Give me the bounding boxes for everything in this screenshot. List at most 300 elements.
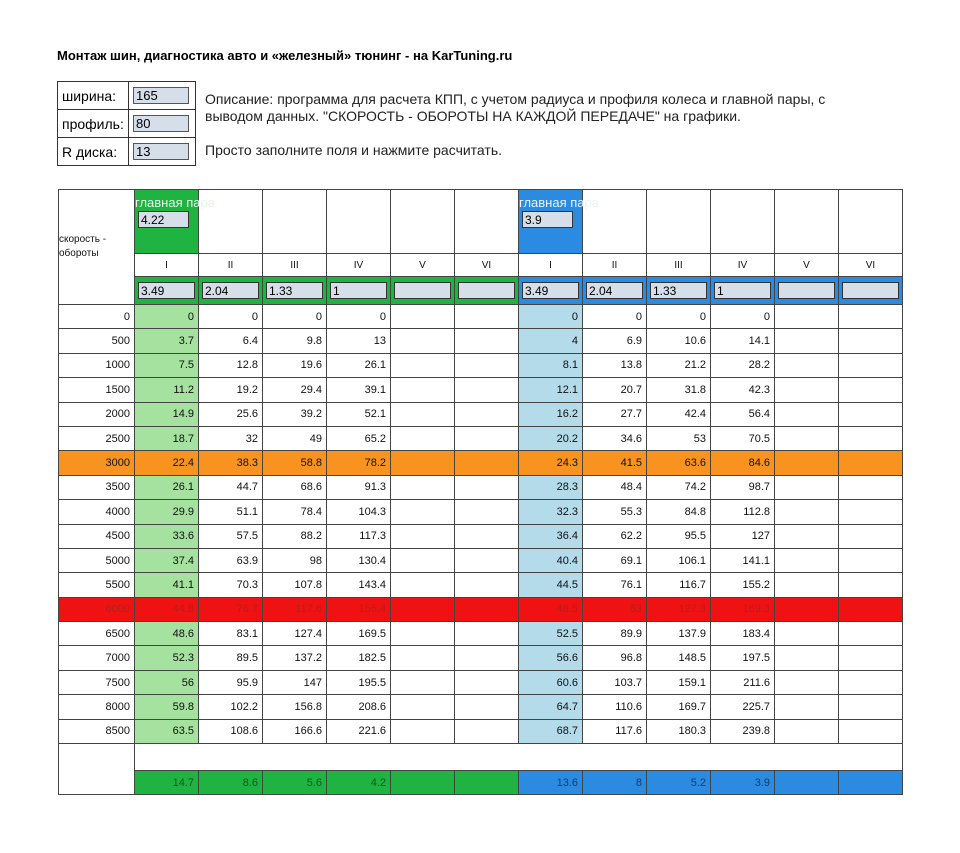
speed-cell-b: 225.7 <box>711 695 775 719</box>
speed-cell-b <box>775 378 839 402</box>
speed-cell-a: 166.6 <box>263 719 327 743</box>
speed-cell-b: 63.6 <box>647 451 711 475</box>
speed-cell-a: 208.6 <box>327 695 391 719</box>
speed-cell-a <box>455 500 519 524</box>
speed-cell-b <box>839 670 903 694</box>
speed-cell-b: 16.2 <box>519 402 583 426</box>
summary-cell-a: 8.6 <box>199 771 263 795</box>
gear-header-b-1: I <box>519 254 583 277</box>
speed-cell-b: 6.9 <box>583 329 647 353</box>
speed-cell-a: 57.5 <box>199 524 263 548</box>
speed-cell-a: 59.8 <box>135 695 199 719</box>
speed-cell-a <box>391 719 455 743</box>
speed-cell-b <box>839 500 903 524</box>
speed-cell-a <box>455 548 519 572</box>
speed-cell-a: 49 <box>263 426 327 450</box>
table-row <box>59 646 903 670</box>
speed-cell-b: 42.3 <box>711 378 775 402</box>
speed-cell-a: 63.9 <box>199 548 263 572</box>
ratio-input-b-6[interactable] <box>842 282 899 299</box>
speed-cell-a <box>391 622 455 646</box>
speed-cell-b: 117.6 <box>583 719 647 743</box>
speed-cell-b: 55.3 <box>583 500 647 524</box>
speed-cell-b: 0 <box>711 305 775 329</box>
profile-input[interactable] <box>133 115 189 132</box>
speed-cell-b: 56.6 <box>519 646 583 670</box>
speed-cell-b: 28.2 <box>711 353 775 377</box>
table-row <box>59 353 903 377</box>
speed-cell-a: 44.8 <box>135 597 199 621</box>
final-drive-a-input[interactable] <box>138 211 189 228</box>
speed-cell-b <box>775 353 839 377</box>
table-row <box>59 524 903 548</box>
speed-cell-b: 155.2 <box>711 573 775 597</box>
speed-cell-a: 26.1 <box>327 353 391 377</box>
speed-cell-b: 89.9 <box>583 622 647 646</box>
speed-cell-b <box>839 548 903 572</box>
speed-cell-b <box>775 719 839 743</box>
summary-cell-a: 14.7 <box>135 771 199 795</box>
speed-cell-b: 21.2 <box>647 353 711 377</box>
speed-cell-a <box>455 719 519 743</box>
speed-cell-a: 89.5 <box>199 646 263 670</box>
rpm-cell: 2000 <box>59 402 135 426</box>
speed-cell-b: 20.7 <box>583 378 647 402</box>
speed-cell-b: 0 <box>647 305 711 329</box>
speed-cell-a: 6.4 <box>199 329 263 353</box>
speed-cell-b: 8.1 <box>519 353 583 377</box>
speed-cell-b: 0 <box>583 305 647 329</box>
summary-row <box>59 771 903 795</box>
ratio-input-a-3[interactable] <box>266 282 323 299</box>
speed-cell-b: 56.4 <box>711 402 775 426</box>
speed-cell-a: 56 <box>135 670 199 694</box>
table-row <box>59 451 903 475</box>
speed-cell-b: 103.7 <box>583 670 647 694</box>
speed-cell-a: 12.8 <box>199 353 263 377</box>
speed-cell-a <box>455 329 519 353</box>
speed-cell-b: 28.3 <box>519 475 583 499</box>
gear-header-a-1: I <box>135 254 199 277</box>
ratio-input-a-2[interactable] <box>202 282 259 299</box>
speed-cell-b: 112.8 <box>711 500 775 524</box>
final-drive-a-label: главная пара <box>135 195 215 210</box>
speed-cell-a: 117.3 <box>327 524 391 548</box>
speed-cell-b <box>839 451 903 475</box>
speed-cell-b: 36.4 <box>519 524 583 548</box>
speed-cell-b: 62.2 <box>583 524 647 548</box>
speed-cell-b: 84.8 <box>647 500 711 524</box>
table-row <box>59 402 903 426</box>
speed-cell-a: 52.1 <box>327 402 391 426</box>
speed-cell-b <box>839 329 903 353</box>
speed-cell-a: 195.5 <box>327 670 391 694</box>
table-row <box>59 719 903 743</box>
table-row <box>59 500 903 524</box>
gear-header-row <box>59 254 903 277</box>
speed-cell-a: 51.1 <box>199 500 263 524</box>
summary-cell-a: 4.2 <box>327 771 391 795</box>
speed-cell-a: 0 <box>199 305 263 329</box>
speed-cell-b: 12.1 <box>519 378 583 402</box>
speed-cell-a <box>391 402 455 426</box>
speed-cell-b: 116.7 <box>647 573 711 597</box>
speed-cell-a <box>391 573 455 597</box>
speed-cell-a: 182.5 <box>327 646 391 670</box>
summary-cell-b: 8 <box>583 771 647 795</box>
speed-cell-a: 19.6 <box>263 353 327 377</box>
speed-cell-b: 48.5 <box>519 597 583 621</box>
speed-cell-a: 18.7 <box>135 426 199 450</box>
speed-cell-b: 0 <box>519 305 583 329</box>
speed-cell-a <box>455 378 519 402</box>
rpm-cell: 1000 <box>59 353 135 377</box>
speed-cell-a: 107.8 <box>263 573 327 597</box>
speed-cell-b: 41.5 <box>583 451 647 475</box>
speed-cell-a <box>391 353 455 377</box>
speed-cell-b: 83 <box>583 597 647 621</box>
speed-cell-b: 148.5 <box>647 646 711 670</box>
rpm-cell: 7500 <box>59 670 135 694</box>
speed-cell-a <box>455 353 519 377</box>
speed-cell-a <box>455 597 519 621</box>
speed-cell-b: 76.1 <box>583 573 647 597</box>
speed-cell-a <box>391 646 455 670</box>
table-row <box>59 622 903 646</box>
summary-cell-a <box>455 771 519 795</box>
speed-cell-a: 78.4 <box>263 500 327 524</box>
speed-cell-b: 64.7 <box>519 695 583 719</box>
speed-cell-b <box>839 426 903 450</box>
speed-cell-b <box>839 305 903 329</box>
speed-cell-a: 147 <box>263 670 327 694</box>
speed-cell-b: 127 <box>711 524 775 548</box>
rpm-cell: 8500 <box>59 719 135 743</box>
ratio-input-a-1[interactable] <box>138 282 195 299</box>
ratio-input-b-1[interactable] <box>522 282 579 299</box>
speed-cell-a: 70.3 <box>199 573 263 597</box>
speed-cell-a: 0 <box>263 305 327 329</box>
gear-header-a-4: IV <box>327 254 391 277</box>
rpm-cell: 0 <box>59 305 135 329</box>
width-label: ширина: <box>58 82 129 110</box>
rpm-cell: 4000 <box>59 500 135 524</box>
speed-cell-b <box>775 475 839 499</box>
speed-cell-b <box>775 548 839 572</box>
ratio-input-a-4[interactable] <box>330 282 387 299</box>
speed-cell-b <box>839 475 903 499</box>
table-row <box>59 548 903 572</box>
rpm-cell: 3000 <box>59 451 135 475</box>
speed-cell-b <box>775 524 839 548</box>
rpm-cell: 5500 <box>59 573 135 597</box>
speed-cell-a <box>455 695 519 719</box>
speed-cell-b: 95.5 <box>647 524 711 548</box>
gear-header-a-6: VI <box>455 254 519 277</box>
speed-cell-b: 137.9 <box>647 622 711 646</box>
speed-cell-b <box>775 670 839 694</box>
speed-cell-a: 7.5 <box>135 353 199 377</box>
speed-cell-a <box>391 597 455 621</box>
tyre-params-box <box>57 81 196 166</box>
speed-cell-b <box>839 597 903 621</box>
speed-cell-b: 24.3 <box>519 451 583 475</box>
final-drive-a <box>135 190 215 254</box>
rpm-cell: 8000 <box>59 695 135 719</box>
speed-cell-b <box>775 426 839 450</box>
speed-cell-a: 0 <box>327 305 391 329</box>
speed-cell-a: 41.1 <box>135 573 199 597</box>
speed-cell-a <box>391 548 455 572</box>
speed-cell-b <box>775 622 839 646</box>
rpm-cell: 3500 <box>59 475 135 499</box>
speed-cell-a: 52.3 <box>135 646 199 670</box>
speed-cell-b <box>839 402 903 426</box>
table-row <box>59 329 903 353</box>
speed-cell-b: 48.4 <box>583 475 647 499</box>
speed-cell-a: 169.5 <box>327 622 391 646</box>
final-drive-b-label: главная пара <box>519 195 599 210</box>
description <box>205 91 885 176</box>
speed-cell-a <box>391 451 455 475</box>
speed-cell-b: 10.6 <box>647 329 711 353</box>
rpm-cell: 2500 <box>59 426 135 450</box>
speed-cell-b <box>775 597 839 621</box>
speed-cell-a <box>455 475 519 499</box>
speed-cell-a: 3.7 <box>135 329 199 353</box>
speed-cell-a: 26.1 <box>135 475 199 499</box>
speed-cell-b: 53 <box>647 426 711 450</box>
speed-cell-b: 44.5 <box>519 573 583 597</box>
speed-cell-b: 13.8 <box>583 353 647 377</box>
speed-cell-b <box>839 646 903 670</box>
speed-cell-a: 108.6 <box>199 719 263 743</box>
speed-cell-b <box>775 451 839 475</box>
speed-cell-a: 143.4 <box>327 573 391 597</box>
ratio-input-b-3[interactable] <box>650 282 707 299</box>
speed-cell-a <box>455 524 519 548</box>
speed-cell-a <box>455 451 519 475</box>
speed-cell-a: 11.2 <box>135 378 199 402</box>
speed-cell-b: 69.1 <box>583 548 647 572</box>
gear-header-b-6: VI <box>839 254 903 277</box>
speed-cell-b <box>775 329 839 353</box>
speed-cell-b <box>839 524 903 548</box>
speed-cell-b: 27.7 <box>583 402 647 426</box>
speed-rpm-table <box>58 189 903 795</box>
gear-header-b-4: IV <box>711 254 775 277</box>
speed-cell-a <box>391 475 455 499</box>
speed-cell-b: 110.6 <box>583 695 647 719</box>
gear-header-a-2: II <box>199 254 263 277</box>
speed-cell-b: 183.4 <box>711 622 775 646</box>
speed-cell-a: 98 <box>263 548 327 572</box>
rpm-cell: 5000 <box>59 548 135 572</box>
instruction-text: Просто заполните поля и нажмите расчитать. <box>205 142 503 158</box>
speed-cell-a: 83.1 <box>199 622 263 646</box>
speed-cell-a: 137.2 <box>263 646 327 670</box>
speed-cell-b <box>775 573 839 597</box>
speed-cell-a: 130.4 <box>327 548 391 572</box>
gear-header-a-5: V <box>391 254 455 277</box>
speed-cell-a: 29.4 <box>263 378 327 402</box>
profile-label: профиль: <box>58 110 129 138</box>
gear-header-b-2: II <box>583 254 647 277</box>
speed-cell-b <box>839 353 903 377</box>
rpm-cell: 7000 <box>59 646 135 670</box>
speed-cell-a: 37.4 <box>135 548 199 572</box>
speed-cell-b: 98.7 <box>711 475 775 499</box>
speed-cell-a <box>455 305 519 329</box>
summary-cell-b <box>839 771 903 795</box>
speed-cell-a <box>391 426 455 450</box>
speed-cell-b: 34.6 <box>583 426 647 450</box>
ratio-row <box>59 277 903 305</box>
speed-cell-b <box>839 719 903 743</box>
speed-cell-a <box>391 329 455 353</box>
table-row <box>59 695 903 719</box>
speed-cell-b: 159.1 <box>647 670 711 694</box>
rpm-cell: 500 <box>59 329 135 353</box>
site-title: Монтаж шин, диагностика авто и «железный» тюнинг - на KarTuning.ru <box>57 48 513 63</box>
summary-cell-b: 5.2 <box>647 771 711 795</box>
ratio-input-b-2[interactable] <box>586 282 643 299</box>
speed-cell-a <box>391 305 455 329</box>
summary-cell-a: 5.6 <box>263 771 327 795</box>
speed-cell-a: 0 <box>135 305 199 329</box>
gear-header-a-3: III <box>263 254 327 277</box>
ratio-input-a-5[interactable] <box>394 282 451 299</box>
speed-cell-a <box>391 500 455 524</box>
speed-cell-a: 91.3 <box>327 475 391 499</box>
speed-cell-b <box>839 622 903 646</box>
rpm-cell: 1500 <box>59 378 135 402</box>
speed-cell-a: 29.9 <box>135 500 199 524</box>
speed-cell-a: 68.6 <box>263 475 327 499</box>
speed-cell-b: 169.3 <box>711 597 775 621</box>
summary-cell-b: 3.9 <box>711 771 775 795</box>
speed-cell-a <box>391 670 455 694</box>
rpm-cell: 4500 <box>59 524 135 548</box>
speed-cell-a: 25.6 <box>199 402 263 426</box>
speed-cell-a <box>391 378 455 402</box>
speed-cell-a: 22.4 <box>135 451 199 475</box>
speed-cell-a: 102.2 <box>199 695 263 719</box>
speed-cell-b: 74.2 <box>647 475 711 499</box>
speed-cell-a <box>455 646 519 670</box>
speed-cell-b <box>839 378 903 402</box>
speed-cell-b: 180.3 <box>647 719 711 743</box>
speed-cell-a: 58.8 <box>263 451 327 475</box>
speed-cell-b <box>839 695 903 719</box>
speed-cell-a: 39.2 <box>263 402 327 426</box>
speed-cell-a: 76.7 <box>199 597 263 621</box>
speed-cell-b <box>775 646 839 670</box>
speed-cell-a: 88.2 <box>263 524 327 548</box>
speed-cell-b: 127.3 <box>647 597 711 621</box>
speed-cell-a: 156.8 <box>263 695 327 719</box>
table-row <box>59 475 903 499</box>
speed-cell-a <box>455 622 519 646</box>
speed-cell-a <box>455 426 519 450</box>
speed-cell-b: 14.1 <box>711 329 775 353</box>
table-row <box>59 670 903 694</box>
speed-cell-a: 104.3 <box>327 500 391 524</box>
speed-cell-a <box>391 524 455 548</box>
speed-cell-b: 4 <box>519 329 583 353</box>
speed-cell-b: 70.5 <box>711 426 775 450</box>
ratio-input-b-4[interactable] <box>714 282 771 299</box>
speed-cell-a: 38.3 <box>199 451 263 475</box>
speed-cell-a: 19.2 <box>199 378 263 402</box>
speed-cell-b: 60.6 <box>519 670 583 694</box>
speed-cell-a <box>455 573 519 597</box>
summary-cell-b <box>775 771 839 795</box>
gear-header-b-3: III <box>647 254 711 277</box>
gear-header-b-5: V <box>775 254 839 277</box>
speed-cell-a: 44.7 <box>199 475 263 499</box>
speed-cell-a: 9.8 <box>263 329 327 353</box>
ratio-input-b-5[interactable] <box>778 282 835 299</box>
speed-cell-b <box>775 402 839 426</box>
speed-cell-b: 197.5 <box>711 646 775 670</box>
speed-cell-b: 52.5 <box>519 622 583 646</box>
speed-cell-b: 211.6 <box>711 670 775 694</box>
speed-cell-b <box>839 573 903 597</box>
speed-cell-a <box>455 670 519 694</box>
speed-cell-b: 239.8 <box>711 719 775 743</box>
speed-cell-a: 33.6 <box>135 524 199 548</box>
rpm-cell: 6500 <box>59 622 135 646</box>
speed-cell-b <box>775 695 839 719</box>
final-drive-b-input[interactable] <box>522 211 573 228</box>
speed-cell-a: 39.1 <box>327 378 391 402</box>
speed-cell-b: 106.1 <box>647 548 711 572</box>
speed-cell-a: 13 <box>327 329 391 353</box>
speed-cell-b: 141.1 <box>711 548 775 572</box>
table-row <box>59 305 903 329</box>
ratio-input-a-6[interactable] <box>458 282 515 299</box>
description-text: Описание: программа для расчета КПП, с учетом радиуса и профиля колеса и главной пары, с выводом данных. "СКОРОСТЬ - ОБОРОТЫ НА КАЖДОЙ ПЕРЕДАЧЕ" на графики. <box>205 91 826 124</box>
speed-cell-a: 65.2 <box>327 426 391 450</box>
speed-cell-b: 42.4 <box>647 402 711 426</box>
speed-cell-a: 221.6 <box>327 719 391 743</box>
speed-cell-b: 96.8 <box>583 646 647 670</box>
table-row <box>59 426 903 450</box>
speed-cell-b: 32.3 <box>519 500 583 524</box>
table-row <box>59 378 903 402</box>
speed-cell-b: 84.6 <box>711 451 775 475</box>
speed-cell-a: 78.2 <box>327 451 391 475</box>
final-drive-b <box>519 190 599 254</box>
speed-cell-b: 31.8 <box>647 378 711 402</box>
table-row <box>59 573 903 597</box>
rpm-cell: 6000 <box>59 597 135 621</box>
corner-label: скорость - обороты <box>59 190 135 305</box>
rim-label: R диска: <box>58 138 129 166</box>
summary-cell-a <box>391 771 455 795</box>
speed-cell-b <box>775 500 839 524</box>
speed-cell-b <box>775 305 839 329</box>
speed-cell-a: 156.4 <box>327 597 391 621</box>
rim-input[interactable] <box>133 143 189 160</box>
width-input[interactable] <box>133 87 189 104</box>
speed-cell-b: 40.4 <box>519 548 583 572</box>
speed-cell-a: 32 <box>199 426 263 450</box>
speed-cell-a: 127.4 <box>263 622 327 646</box>
speed-cell-a: 117.6 <box>263 597 327 621</box>
summary-cell-b: 13.6 <box>519 771 583 795</box>
